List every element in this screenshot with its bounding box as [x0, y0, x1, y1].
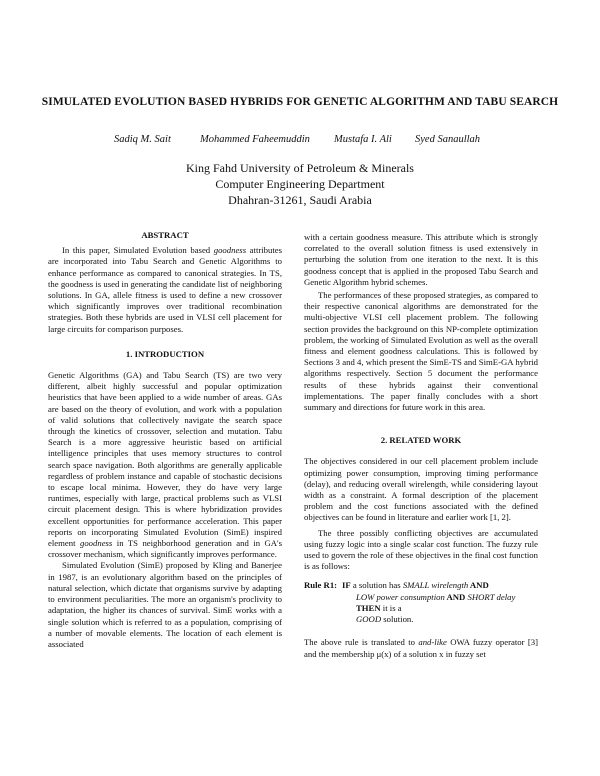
introduction-heading: 1. INTRODUCTION — [125, 348, 205, 359]
abstract-text: In this paper, Simulated Evolution based goodness attributes are incorporated into Tabu Search and Genetic Algorithms to enhance performance as compared to canonical strategies. In TS, the goodness is used in generating the candidate list of neighboring solutions. In GA, allele fitness is used to define a new crossover which significantly improves over traditional recombination strategies. Both these hybrids are used in VLSI cell placement for large circuits for comparison purposes. — [48, 245, 282, 334]
related-work-paragraph-1: The objectives considered in our cell placement problem include optimizing power consumption, improving timing performance (delay), and reducing overall wirelength, while considering layout width as a constraint. A formal description of the placement problem and the cost functions associated with the defined objectives can be found in literature and earlier work [1, 2]. — [304, 456, 538, 523]
rule-label: Rule R1: — [304, 580, 338, 591]
introduction-paragraph-2: Simulated Evolution (SimE) proposed by Kling and Banerjee in 1987, is an evolutionary algorithm based on the principles of natural selection, which dictate that organisms survive by adapting to environment peculiarities. The more an organism's proclivity to adaptation, the higher its chances of survival. SimE works with a single solution which is referred to as a population, comprising of a number of movable elements. The location of each element is associated — [48, 560, 282, 649]
author-1: Sadiq M. Sait — [114, 134, 171, 145]
affiliation — [100, 160, 500, 208]
rule-body: IF a solution has SMALL wirelength AND LOW power consumption AND SHORT delay THEN it is a GOOD solution. — [342, 580, 516, 625]
author-3: Mustafa I. Ali — [334, 134, 392, 145]
affiliation-line-2: Computer Engineering Department — [215, 177, 385, 191]
paper-title: SIMULATED EVOLUTION BASED HYBRIDS FOR GENETIC ALGORITHM AND TABU SEARCH — [41, 96, 559, 108]
right-column — [304, 232, 538, 660]
fuzzy-rule — [304, 580, 538, 625]
left-column — [48, 230, 282, 650]
affiliation-line-3: Dhahran-31261, Saudi Arabia — [228, 193, 372, 207]
introduction-paragraph-4: The performances of these proposed strategies, as compared to their respective canonical algorithms are demonstrated for the multi-objective VLSI cell placement problem. The following section provides the background on this NP-complete optimization problem, the working of Simulated Evolution as well as the overall fitness and element goodness calculations. This is followed by Sections 3 and 4, which present the SimE-TS and SimE-GA hybrid algorithms respectively. Section 5 document the performance results of these hybrids against their conventional implementations. The paper finally concludes with a short summary and directions for future work in this area. — [304, 290, 538, 413]
goodness-emphasis: goodness — [213, 245, 247, 256]
introduction-paragraph-3: with a certain goodness measure. This attribute which is strongly correlated to the overall solution fitness is used extensively in perturbing the solution from one iteration to the next. It is this goodness concept that is applied in the proposed Tabu Search and Genetic Algorithm hybrid schemes. — [304, 232, 538, 287]
author-2: Mohammed Faheemuddin — [200, 134, 310, 145]
affiliation-line-1: King Fahd University of Petroleum & Minerals — [186, 161, 414, 175]
author-4: Syed Sanaullah — [415, 134, 481, 145]
abstract-heading: ABSTRACT — [141, 230, 189, 240]
related-work-paragraph-3: The above rule is translated to and-like OWA fuzzy operator [3] and the membership μ(x) of a solution x in fuzzy set — [304, 637, 539, 659]
related-work-heading: 2. RELATED WORK — [380, 435, 462, 446]
introduction-paragraph-1: Genetic Algorithms (GA) and Tabu Search (TS) are two very different, albeit highly successful and popular optimization heuristics that have been applied to a wide number of areas. GAs are based on the theory of evolution, and work with a population of valid solutions that collectively navigate the search space through the kinetics of crossover, selection and mutation. Tabu Search is a more aggressive heuristic based on artificial intelligence principles that uses memory structures to control search space navigation. Both algorithms are generally applicable regardless of problem instance and capable of stochastic decisions to escape local minima. However, they do have very large runtimes, especially with large, practical problems such as VLSI circuit placement design. This is where hybridization provides excellent opportunities for performance acceleration. This paper reports on incorporating Simulated Evolution (SimE) inspired element goodness in TS neighborhood generation and in GA's crossover mechanism, which significantly improves performance. — [48, 370, 283, 560]
related-work-paragraph-2: The three possibly conflicting objectives are accumulated using fuzzy logic into a single scalar cost function. The fuzzy rule used to govern the role of these objectives in the final cost function is as follows: — [304, 527, 538, 572]
